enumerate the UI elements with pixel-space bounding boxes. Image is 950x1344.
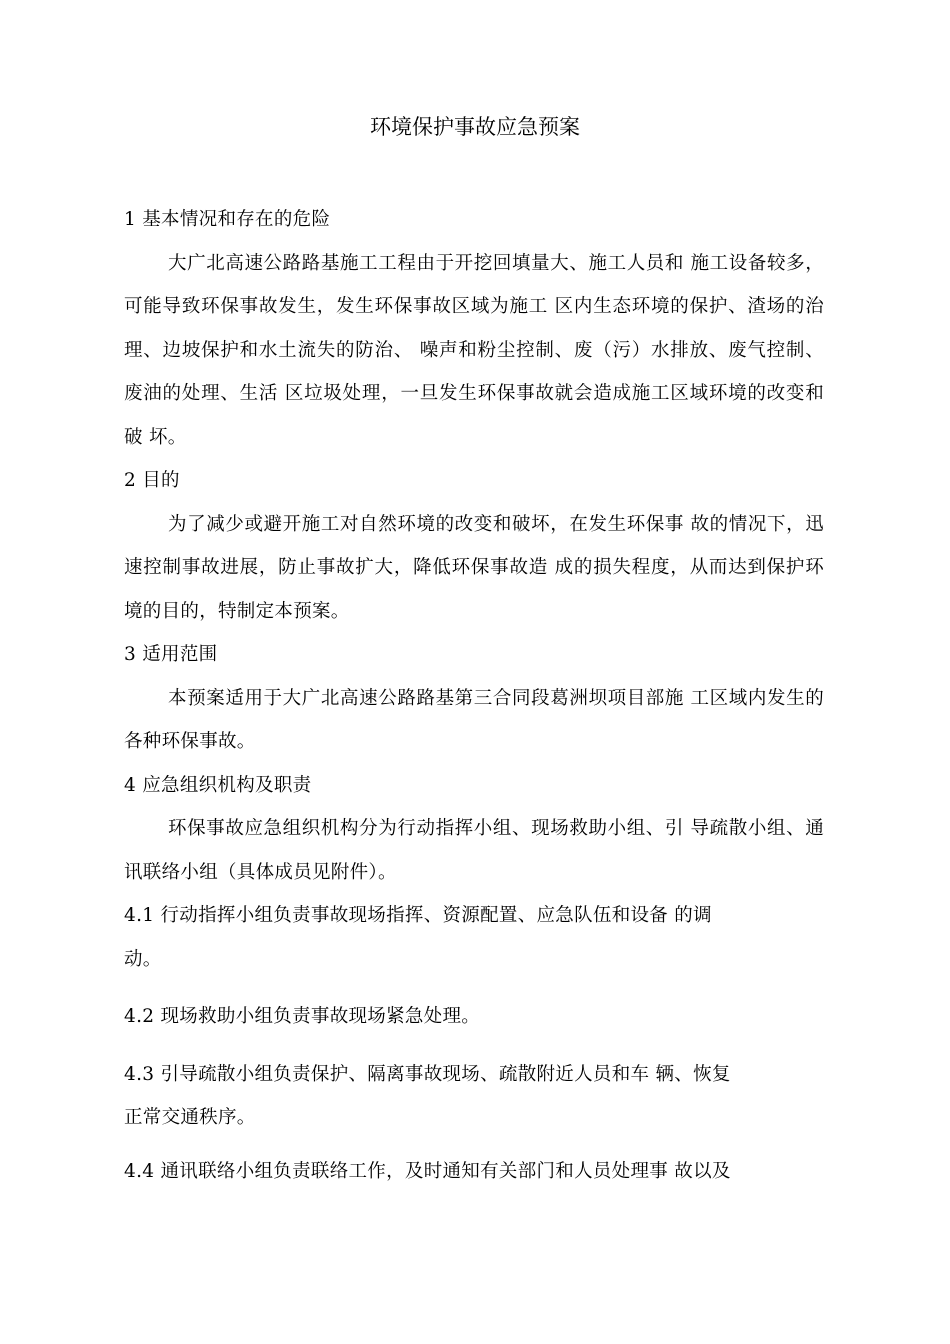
duty-item-4-3-continuation: 正常交通秩序。 (124, 1107, 256, 1128)
section-paragraph-2: 为了减少或避开施工对自然环境的改变和破坏，在发生环保事 故的情况下，迅速控制事故进展，防止事故扩大，降低环保事故造 成的损失程度，从而达到保护环境的目的，特制定本预案。 (124, 513, 824, 622)
duty-item-4-4-line: 4.4 通讯联络小组负责联络工作，及时通知有关部门和人员处理事 故以及 (124, 1160, 731, 1182)
duty-item-4-1 (124, 894, 804, 981)
duty-item-4-4 (124, 1150, 804, 1194)
section-paragraph-1: 大广北高速公路路基施工工程由于开挖回填量大、施工人员和 施工设备较多，可能导致环保事故发生，发生环保事故区域为施工 区内生态环境的保护、渣场的治理、边坡保护和水土流失的防治、 噪声和粉尘控制、废（污）水排放、废气控制、废油的处理、生活 区垃圾处理，一旦发生环保事故就会造成施工区域环境的改变和破 坏。 (124, 252, 824, 448)
duty-item-4-2 (124, 995, 804, 1039)
duty-item-4-2-line: 4.2 现场救助小组负责事故现场紧急处理。 (124, 1006, 481, 1027)
section-heading-1: 1 基本情况和存在的危险 (124, 209, 331, 230)
duty-item-4-1-continuation: 动。 (124, 948, 162, 970)
section-heading-3: 3 适用范围 (124, 644, 218, 665)
section-heading-4: 4 应急组织机构及职责 (124, 774, 312, 796)
duty-item-4-3-line: 4.3 引导疏散小组负责保护、隔离事故现场、疏散附近人员和车 辆、恢复 (124, 1063, 731, 1085)
duty-item-4-1-line: 4.1 行动指挥小组负责事故现场指挥、资源配置、应急队伍和设备 的调 (124, 905, 712, 926)
duty-item-4-3 (124, 1053, 804, 1140)
section-paragraph-3: 本预案适用于大广北高速公路路基第三合同段葛洲坝项目部施 工区域内发生的各种环保事故。 (124, 687, 824, 752)
section-paragraph-4: 环保事故应急组织机构分为行动指挥小组、现场救助小组、引 导疏散小组、通讯联络小组（具体成员见附件）。 (124, 818, 824, 883)
document-title: 环境保护事故应急预案 (370, 115, 580, 139)
section-heading-2: 2 目的 (124, 470, 180, 491)
document-body (124, 198, 824, 1193)
